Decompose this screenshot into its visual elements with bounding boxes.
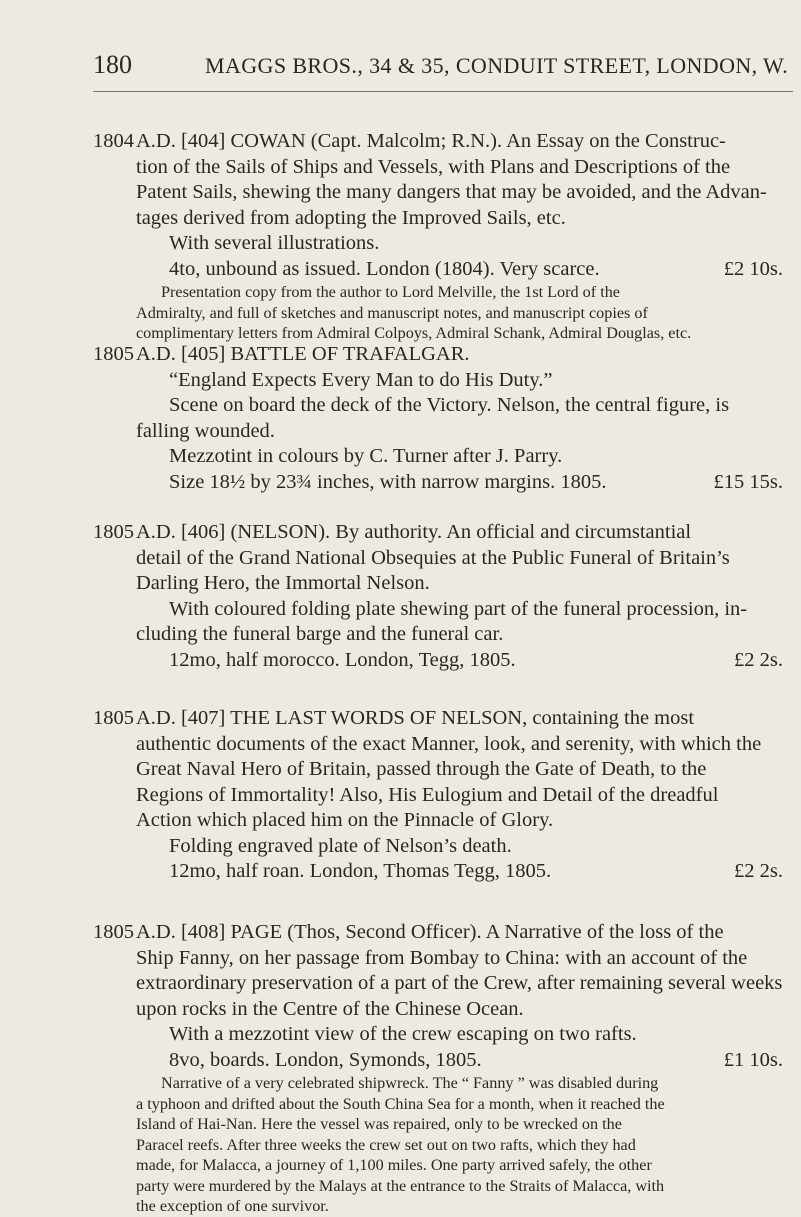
entry-line: falling wounded. xyxy=(136,419,275,442)
entry-price: £2 2s. xyxy=(734,860,783,882)
entry-line: Size 18½ by 23¾ inches, with narrow margins. 1805. xyxy=(169,470,607,493)
entry-line: 12mo, half roan. London, Thomas Tegg, 1805. xyxy=(169,860,552,882)
note-line: the exception of one survivor. xyxy=(136,1197,329,1215)
entry-price: £15 15s. xyxy=(713,470,783,493)
entry-line: Folding engraved plate of Nelson’s death. xyxy=(169,834,512,857)
entry-line: Ship Fanny, on her passage from Bombay to China: with an account of the xyxy=(136,946,748,969)
catalogue-entry-404 xyxy=(93,129,783,344)
catalogue-entry-406 xyxy=(93,520,783,673)
entry-year: 1804 xyxy=(93,130,134,152)
entry-line: upon rocks in the Centre of the Chinese Ocean. xyxy=(136,997,524,1020)
entry-line: 12mo, half morocco. London, Tegg, 1805. xyxy=(169,648,516,671)
entry-imprint-line xyxy=(136,257,783,283)
entry-line: Action which placed him on the Pinnacle of Glory. xyxy=(136,809,554,831)
entry-line: A.D. [405] BATTLE OF TRAFALGAR. xyxy=(136,343,470,365)
entry-note xyxy=(136,282,783,344)
entry-line: tion of the Sails of Ships and Vessels, with Plans and Descriptions of the xyxy=(136,155,731,178)
running-title: MAGGS BROS., 34 & 35, CONDUIT STREET, LONDON, W. xyxy=(205,53,789,78)
entry-price: £2 10s. xyxy=(723,257,783,280)
entry-line: tages derived from adopting the Improved Sails, etc. xyxy=(136,206,566,229)
entry-year: 1805 xyxy=(93,521,134,543)
catalogue-entry-408 xyxy=(93,920,783,1217)
page-number: 180 xyxy=(93,50,132,79)
entry-line: “England Expects Every Man to do His Duty.” xyxy=(169,368,553,391)
entry-line: With coloured folding plate shewing part of the funeral procession, in- xyxy=(169,597,748,620)
note-line: made, for Malacca, a journey of 1,100 miles. One party arrived safely, the other xyxy=(136,1156,652,1174)
note-line: Island of Hai-Nan. Here the vessel was repaired, only to be wrecked on the xyxy=(136,1115,622,1133)
entry-line: With a mezzotint view of the crew escaping on two rafts. xyxy=(169,1023,637,1045)
entry-year: 1805 xyxy=(93,343,134,365)
note-line: party were murdered by the Malays at the entrance to the Straits of Malacca, with xyxy=(136,1176,665,1195)
entry-year: 1805 xyxy=(93,921,134,943)
entry-line: Great Naval Hero of Britain, passed through the Gate of Death, to the xyxy=(136,758,707,780)
note-line: Narrative of a very celebrated shipwreck. The “ Fanny ” was disabled during xyxy=(161,1074,659,1092)
note-line: complimentary letters from Admiral Colpoys, Admiral Schank, Admiral Douglas, etc. xyxy=(136,324,692,342)
entry-line: Regions of Immortality! Also, His Eulogium and Detail of the dreadful xyxy=(136,783,719,806)
entry-line: authentic documents of the exact Manner, look, and serenity, with which the xyxy=(136,732,762,755)
entry-line: A.D. [404] COWAN (Capt. Malcolm; R.N.). An Essay on the Construc- xyxy=(136,130,726,152)
entry-line: extraordinary preservation of a part of the Crew, after remaining several weeks xyxy=(136,972,783,994)
page-header xyxy=(93,50,793,90)
note-line: a typhoon and drifted about the South China Sea for a month, when it reached the xyxy=(136,1094,665,1113)
entry-line: 4to, unbound as issued. London (1804). Very scarce. xyxy=(169,257,600,280)
entry-imprint-line xyxy=(136,1048,783,1074)
entry-line: detail of the Grand National Obsequies at the Public Funeral of Britain’s xyxy=(136,546,730,569)
catalogue-entry-405 xyxy=(93,342,783,495)
entry-line: A.D. [407] THE LAST WORDS OF NELSON, containing the most xyxy=(136,707,695,729)
note-line: Admiralty, and full of sketches and manuscript notes, and manuscript copies of xyxy=(136,303,648,322)
entry-year: 1805 xyxy=(93,707,134,729)
entry-line: With several illustrations. xyxy=(169,232,380,254)
entry-line: Patent Sails, shewing the many dangers that may be avoided, and the Advan- xyxy=(136,181,767,203)
note-line: Paracel reefs. After three weeks the crew set out on two rafts, which they had xyxy=(136,1135,636,1154)
entry-line: 8vo, boards. London, Symonds, 1805. xyxy=(169,1048,482,1071)
entry-line: Darling Hero, the Immortal Nelson. xyxy=(136,572,430,594)
entry-line: A.D. [406] (NELSON). By authority. An official and circumstantial xyxy=(136,521,692,543)
entry-imprint-line xyxy=(136,648,783,674)
catalogue-entry-407 xyxy=(93,706,783,885)
entry-imprint-line xyxy=(136,470,783,496)
note-line: Presentation copy from the author to Lord Melville, the 1st Lord of the xyxy=(161,283,620,301)
entry-line: Scene on board the deck of the Victory. Nelson, the central figure, is xyxy=(169,394,730,416)
entry-line: Mezzotint in colours by C. Turner after J. Parry. xyxy=(169,445,563,467)
entry-price: £2 2s. xyxy=(734,648,783,671)
entry-line: A.D. [408] PAGE (Thos, Second Officer). A Narrative of the loss of the xyxy=(136,921,724,943)
header-rule xyxy=(93,91,793,92)
entry-line: cluding the funeral barge and the funeral car. xyxy=(136,623,504,645)
entry-price: £1 10s. xyxy=(723,1048,783,1071)
entry-imprint-line xyxy=(136,859,783,885)
